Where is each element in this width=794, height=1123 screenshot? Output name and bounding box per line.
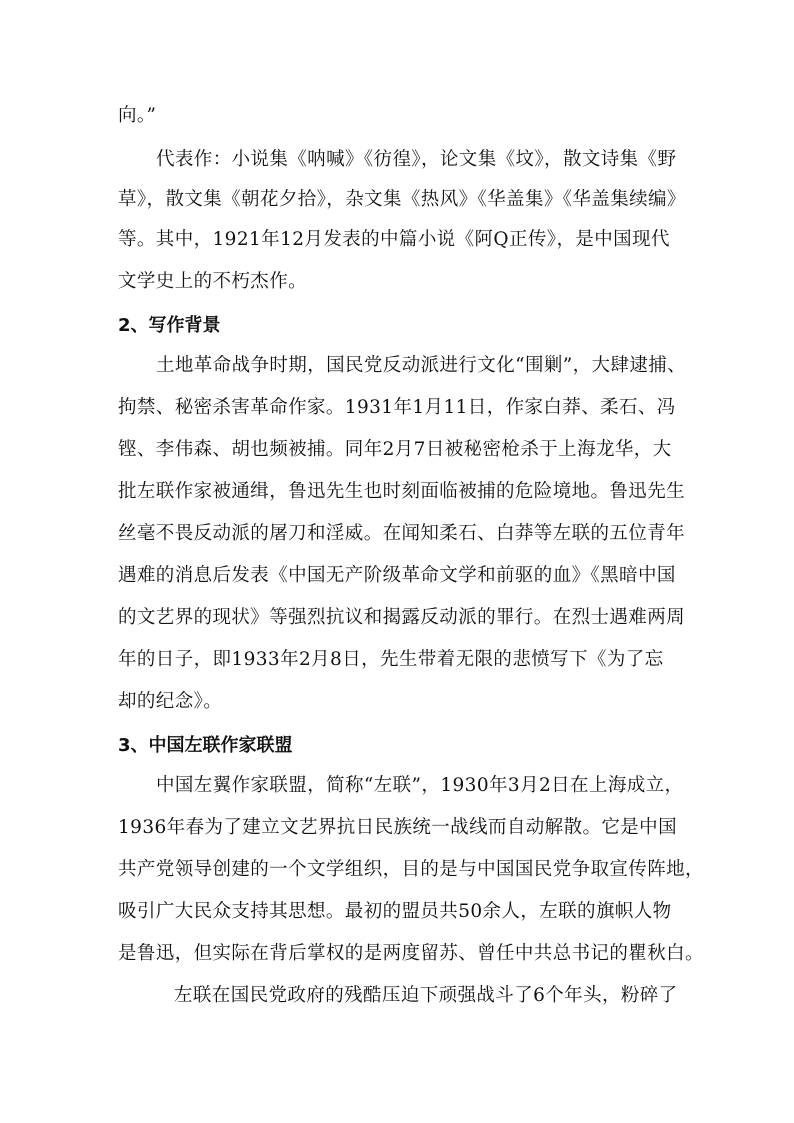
- background-paragraph-line: 丝毫不畏反动派的屠刀和淫威。在闻知柔石、白莽等左联的五位青年: [118, 523, 686, 544]
- works-paragraph-line-3: 等。其中，1921年12月发表的中篇小说《阿Q正传》，是中国现代: [118, 229, 670, 250]
- league-paragraph-line: 共产党领导创建的一个文学组织，目的是与中国国民党争取宣传阵地，: [118, 859, 704, 880]
- works-paragraph-line-1: 代表作：小说集《呐喊》《彷徨》，论文集《坟》，散文诗集《野: [156, 149, 677, 170]
- league-paragraph-line: 左联在国民党政府的残酷压迫下顽强战斗了6个年头，粉碎了: [174, 985, 678, 1006]
- background-paragraph-line: 批左联作家被通缉，鲁迅先生也时刻面临被捕的危险境地。鲁迅先生: [118, 481, 686, 502]
- section-heading-left-league: 3、中国左联作家联盟: [118, 735, 293, 756]
- background-paragraph-line: 遇难的消息后发表《中国无产阶级革命文学和前驱的血》《黑暗中国: [118, 565, 676, 586]
- background-paragraph-line: 土地革命战争时期，国民党反动派进行文化“围剿”，大肆逮捕、: [156, 355, 687, 376]
- league-paragraph-line: 1936年春为了建立文艺界抗日民族统一战线而自动解散。它是中国: [118, 817, 677, 838]
- background-paragraph-line: 年的日子，即1933年2月8日，先生带着无限的悲愤写下《为了忘: [118, 649, 664, 670]
- league-paragraph-line: 是鲁迅，但实际在背后掌权的是两度留苏、曾任中共总书记的瞿秋白。: [118, 943, 704, 964]
- background-paragraph-line: 铿、李伟森、胡也频被捕。同年2月7日被秘密枪杀于上海龙华，大: [118, 439, 672, 460]
- works-paragraph-line-4: 文学史上的不朽杰作。: [118, 271, 308, 292]
- section-heading-writing-background: 2、写作背景: [118, 315, 221, 336]
- paragraph-line: 向。”: [118, 105, 157, 126]
- background-paragraph-line: 拘禁、秘密杀害革命作家。1931年1月11日，作家白莽、柔石、冯: [118, 397, 676, 418]
- works-paragraph-line-2: 草》，散文集《朝花夕拾》，杂文集《热风》《华盖集》《华盖集续编》: [118, 189, 686, 210]
- background-paragraph-line: 的文艺界的现状》等强烈抗议和揭露反动派的罪行。在烈士遇难两周: [118, 607, 686, 628]
- league-paragraph-line: 中国左翼作家联盟，简称“左联”，1930年3月2日在上海成立，: [156, 775, 684, 796]
- league-paragraph-line: 吸引广大民众支持其思想。最初的盟员共50余人，左联的旗帜人物: [118, 901, 672, 922]
- background-paragraph-line: 却的纪念》。: [118, 691, 223, 712]
